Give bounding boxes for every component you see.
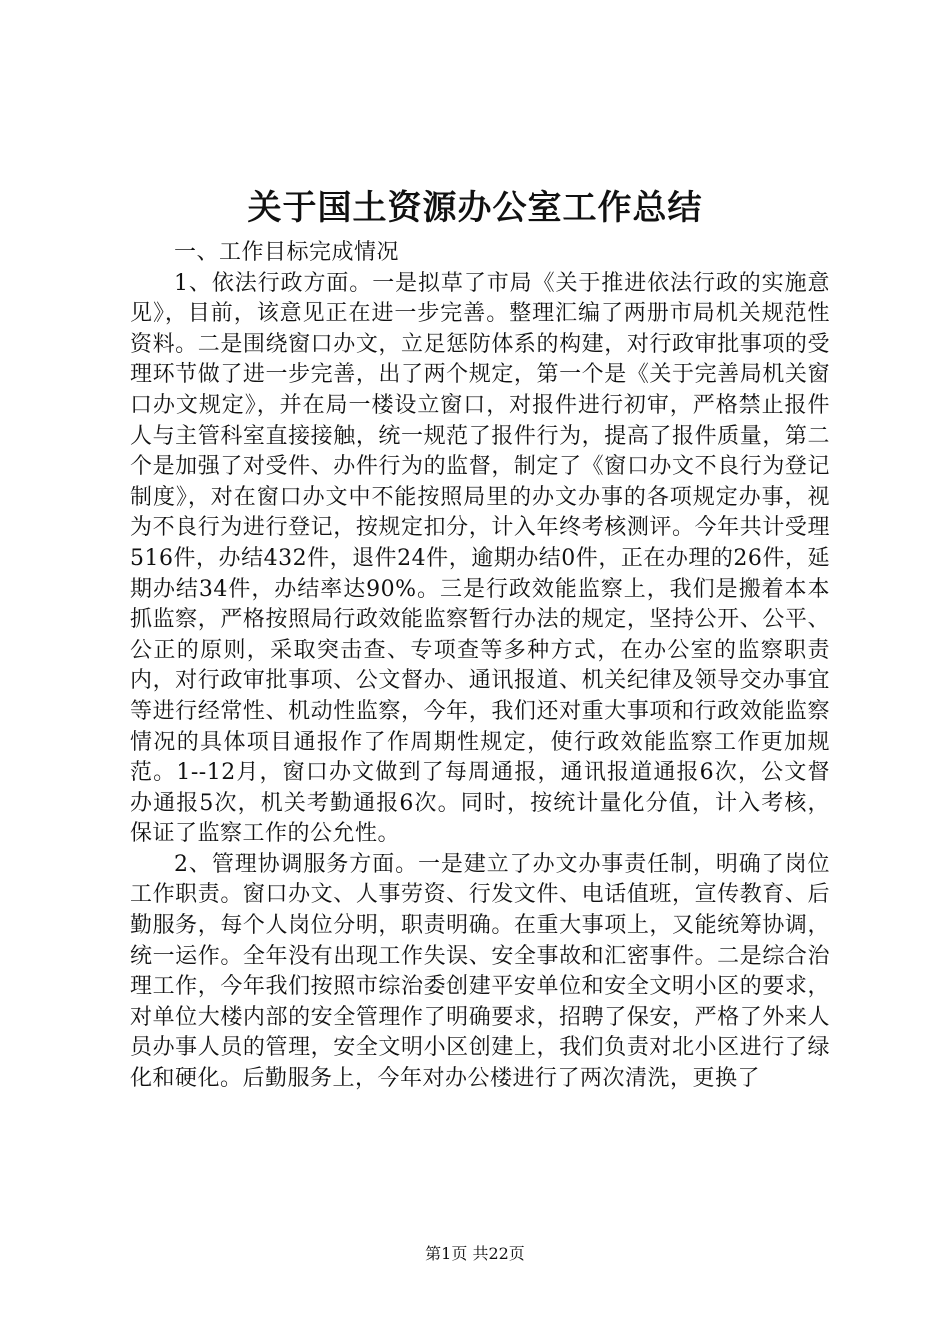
section-heading: 一、工作目标完成情况 — [174, 240, 400, 265]
paragraph-legal-administration: 1、依法行政方面。一是拟草了市局《关于推进依法行政的实施意见》，目前，该意见正在进一步完善。整理汇编了两册市局机关规范性资料。二是围绕窗口办文，立足惩防体系的构建，对行政审批事项的受理环节做了进一步完善，出了两个规定，第一个是《关于完善局机关窗口办文规定》，并在局一楼设立窗口，对报件进行初审，严格禁止报件人与主管科室直接接触，统一规范了报件行为，提高了报件质量，第二个是加强了对受件、办件行为的监督，制定了《窗口办文不良行为登记制度》，对在窗口办文中不能按照局里的办文办事的各项规定办事，视为不良行为进行登记，按规定扣分，计入年终考核测评。今年共计受理516件，办结432件，退件24件，逾期办结0件，正在办理的26件，延期办结34件，办结率达90%。三是行政效能监察上，我们是搬着本本抓监察，严格按照局行政效能监察暂行办法的规定，坚持公开、公平、公正的原则，采取突击查、专项查等多种方式，在办公室的监察职责内，对行政审批事项、公文督办、通讯报道、机关纪律及领导交办事宜等进行经常性、机动性监察，今年，我们还对重大事项和行政效能监察情况的具体项目通报作了作周期性规定，使行政效能监察工作更加规范。1--12月，窗口办文做到了每周通报，通讯报道通报6次，公文督办通报5次，机关考勤通报6次。同时，按统计量化分值，计入考核，保证了监察工作的公允性。 — [130, 270, 830, 847]
page-number-footer: 第1页 共22页 — [425, 1244, 525, 1263]
document-title: 关于国土资源办公室工作总结 — [247, 188, 703, 228]
paragraph-management-coordination: 2、管理协调服务方面。一是建立了办文办事责任制，明确了岗位工作职责。窗口办文、人事劳资、行发文件、电话值班，宣传教育、后勤服务，每个人岗位分明，职责明确。在重大事项上，又能统筹协调，统一运作。全年没有出现工作失误、安全事故和汇密事件。二是综合治理工作，今年我们按照市综治委创建平安单位和安全文明小区的要求，对单位大楼内部的安全管理作了明确要求，招聘了保安，严格了外来人员办事人员的管理，安全文明小区创建上，我们负责对北小区进行了绿化和硬化。后勤服务上，今年对办公楼进行了两次清洗，更换了 — [130, 851, 830, 1092]
document-body — [130, 238, 830, 1095]
